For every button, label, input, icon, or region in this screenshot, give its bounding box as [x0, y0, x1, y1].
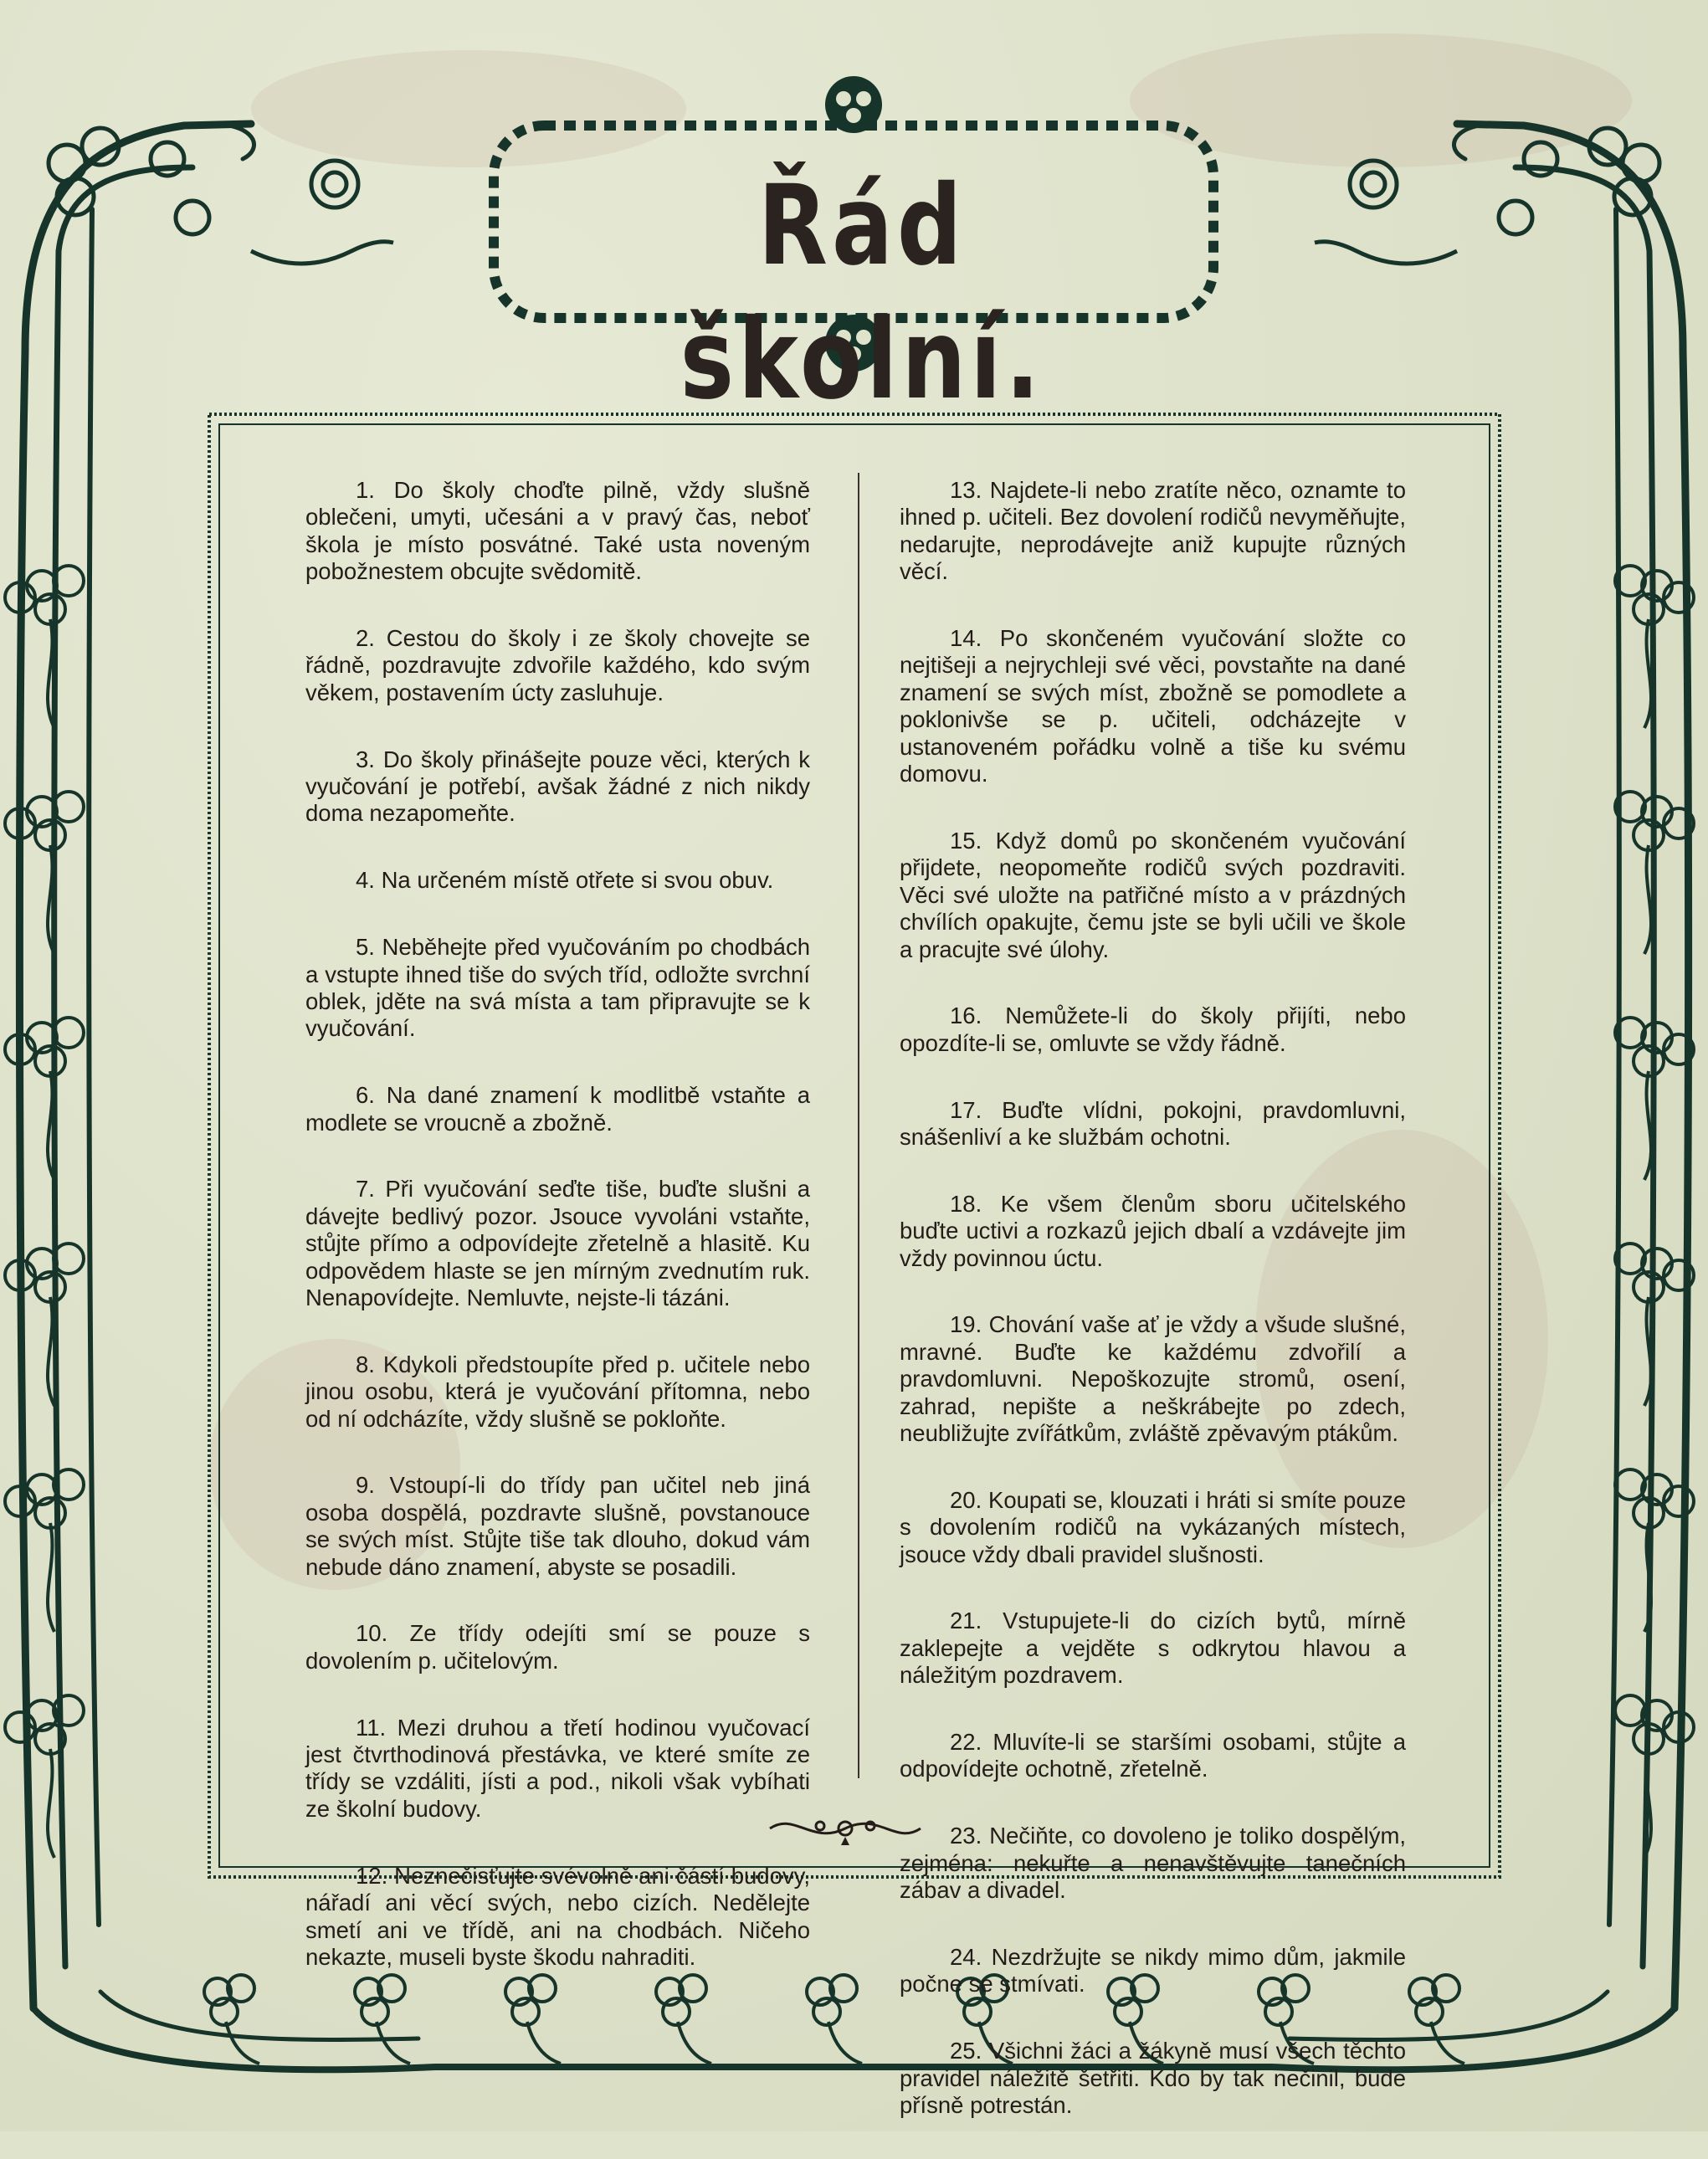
rule-17: 17. Buďte vlídni, pokojni, pravdomluvni, snášenliví a ke službám ochotni. [900, 1096, 1406, 1150]
column-divider [858, 473, 859, 1778]
rule-12: 12. Neznečisťujte svévolně ani částí budovy, nářadí ani věcí svých, nebo cizích. Nedělejte smetí ani ve třídě, ani na chodbách. Ničeho nekazte, museli byste škodu nahraditi. [305, 1862, 810, 1970]
flourish-ornament [762, 1808, 929, 1849]
rule-4: 4. Na určeném místě otřete si svou obuv. [356, 867, 774, 894]
rule-9: 9. Vstoupí-li do třídy pan učitel neb jiná osoba dospělá, pozdravte slušně, povstanouce se svých míst. Stůjte tiše tak dlouho, dokud vám nebude dáno znamení, abyste se posadili. [305, 1472, 810, 1580]
rule-23: 23. Nečiňte, co dovoleno je toliko dospělým, zejména: nekuřte a nenavštěvujte tanečních zábav a divadel. [900, 1823, 1406, 1904]
rule-20: 20. Koupati se, klouzati i hráti si smíte pouze s dovolením rodičů na vykázaných místech, jsouce vždy dbali pravidel slušnosti. [900, 1486, 1406, 1567]
rule-11: 11. Mezi druhou a třetí hodinou vyučovací jest čtvrthodinová přestávka, ve které smíte ze třídy se vzdáliti, jísti a pod., nikoli však vybíhati ze školní budovy. [305, 1714, 810, 1822]
rules-column-left [305, 477, 810, 2011]
rule-25: 25. Všichni žáci a žákyně musí všech těchto pravidel náležitě šetřiti. Kdo by tak nečinil, bude přísně potrestán. [900, 2038, 1406, 2118]
rules-column-right [900, 477, 1406, 2159]
rule-18: 18. Ke všem členům sboru učitelského buďte uctivi a rozkazů jejich dbalí a vzdávejte jim vždy povinnou úctu. [900, 1190, 1406, 1271]
rule-14: 14. Po skončeném vyučování složte co nejtišeji a nejrychleji své věci, povstaňte na dané znamení se svých míst, zbožně se pomodlete a poklonivše se p. učiteli, odcházejte v ustanoveném pořádku volně a tiše ku svému domovu. [900, 625, 1406, 787]
rule-3: 3. Do školy přinášejte pouze věci, kterých k vyučování je potřebí, avšak žádné z nich nikdy doma nezapomeňte. [305, 746, 810, 827]
rules-panel [209, 414, 1500, 2118]
rule-24: 24. Nezdržujte se nikdy mimo dům, jakmile počne se stmívati. [900, 1943, 1406, 1997]
rule-10: 10. Ze třídy odejíti smí se pouze s dovolením p. učitelovým. [305, 1620, 810, 1674]
rule-7: 7. Při vyučování seďte tiše, buďte slušni a dávejte bedlivý pozor. Jsouce vyvoláni vstaňte, stůjte přímo a odpovídejte zřetelně a hlasitě. Ku odpovědem hlaste se jen mírným zvednutím ruk. Nenapovídejte. Nemluvte, nejste-li tázáni. [305, 1176, 810, 1310]
rule-16: 16. Nemůžete-li do školy přijíti, nebo opozdíte-li se, omluvte se vždy řádně. [900, 1003, 1406, 1056]
rule-22: 22. Mluvíte-li se staršími osobami, stůjte a odpovídejte ochotně, zřetelně. [900, 1729, 1406, 1782]
rule-21: 21. Vstupujete-li do cizích bytů, mírně zaklepejte a vejděte s odkrytou hlavou a náležitým pozdravem. [900, 1608, 1406, 1689]
rule-5: 5. Neběhejte před vyučováním po chodbách a vstupte ihned tiše do svých tříd, odložte svrchní oblek, jděte na svá místa a tam připravujte se k vyučování. [305, 934, 810, 1042]
rule-8: 8. Kdykoli předstoupíte před p. učitele nebo jinou osobu, která je vyučování přítomna, nebo od ní odcházíte, vždy slušně se pokloňte. [305, 1351, 810, 1432]
rule-15: 15. Když domů po skončeném vyučování přijdete, neopomeňte rodičů svých pozdraviti. Věci své uložte na patřičné místo a v prázdných chvílích opakujte, čemu jste se byli učili ve škole a pracujte své úlohy. [900, 827, 1406, 962]
rule-1: 1. Do školy choďte pilně, vždy slušně oblečeni, umyti, učesáni a v pravý čas, neboť škola je místo posvátné. Také usta noveným pobožnestem obcujte svědomitě. [305, 477, 810, 585]
rule-13: 13. Najdete-li nebo zratíte něco, oznamte to ihned p. učiteli. Bez dovolení rodičů nevyměňujte, nedarujte, neprodávejte aniž kupujte různých věcí. [900, 477, 1406, 585]
rule-19: 19. Chování vaše ať je vždy a všude slušné, mravné. Buďte ke každému zdvořilí a pravdomluvni. Nepoškozujte stromů, osení, zahrad, nepište a neškrábejte po zdech, neubližujte zvířátkům, zvláště zpěvavým ptákům. [900, 1311, 1406, 1446]
rule-2: 2. Cestou do školy i ze školy chovejte se řádně, pozdravujte zdvořile každého, kdo svým věkem, postavením úcty zasluhuje. [305, 625, 810, 705]
rule-6: 6. Na dané znamení k modlitbě vstaňte a modlete se vroucně a zbožně. [305, 1082, 810, 1136]
page-title: Řád školní. [680, 162, 1044, 424]
